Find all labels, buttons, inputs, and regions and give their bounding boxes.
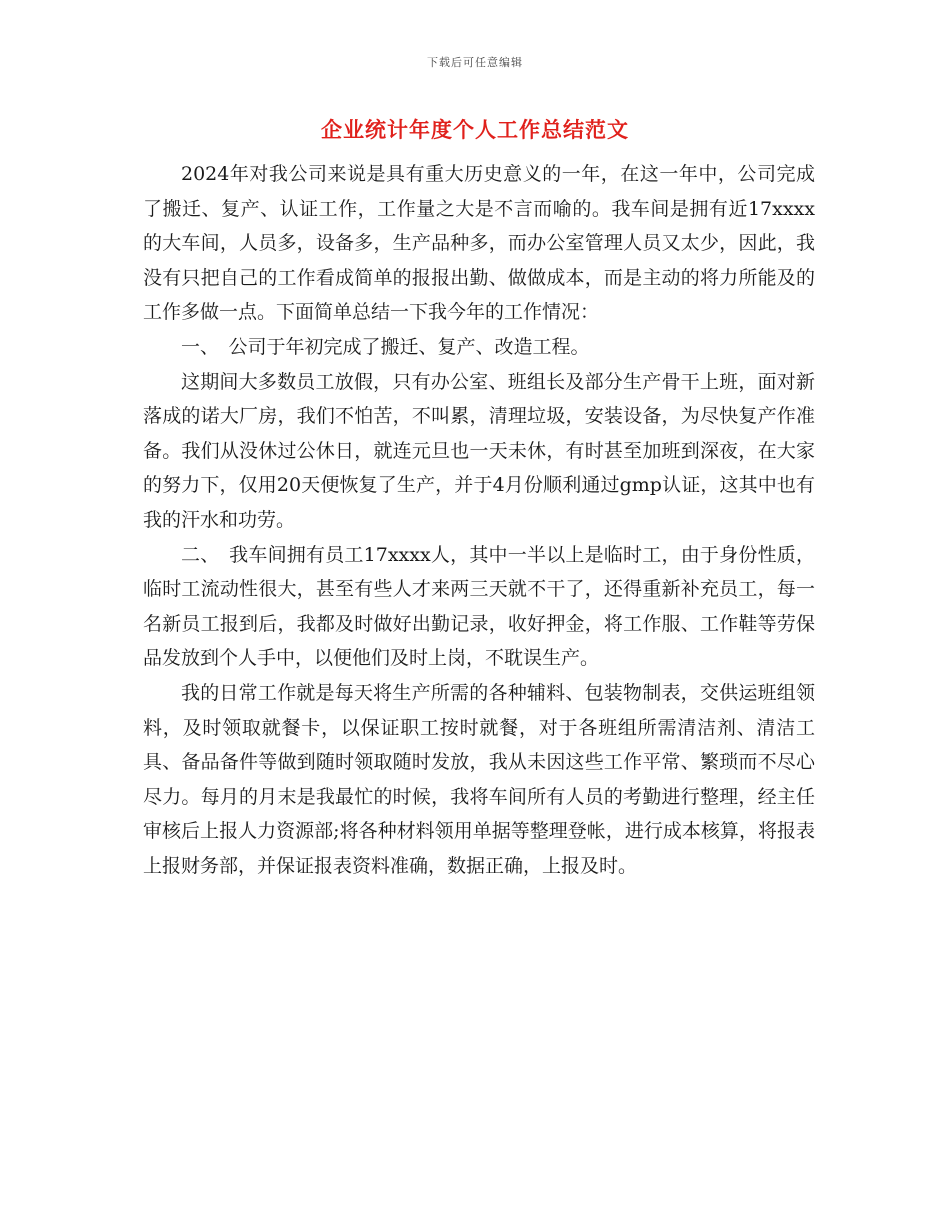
paragraph-intro: 2024年对我公司来说是具有重大历史意义的一年，在这一年中，公司完成了搬迁、复产、认证工作，工作量之大是不言而喻的。我车间是拥有近17xxxx的大车间，人员多，设备多，生产品种多，而办公室管理人员又太少，因此，我没有只把自己的工作看成简单的报报出勤、做做成本，而是主动的将力所能及的工作多做一点。下面简单总结一下我今年的工作情况： xyxy=(143,163,815,324)
paragraph-section-one-heading: 一、 公司于年初完成了搬迁、复产、改造工程。 xyxy=(181,335,590,358)
document-title: 企业统计年度个人工作总结范文 xyxy=(321,117,629,142)
paragraph-daily-work: 我的日常工作就是每天将生产所需的各种辅料、包装物制表，交供运班组领料，及时领取就餐卡，以保证职工按时就餐，对于各班组所需清洁剂、清洁工具、备品备件等做到随时领取随时发放，我从未因这些工作平常、繁琐而不尽心尽力。每月的月末是我最忙的时候，我将车间所有人员的考勤进行整理，经主任审核后上报人力资源部;将各种材料领用单据等整理登帐，进行成本核算，将报表上报财务部，并保证报表资料准确，数据正确，上报及时。 xyxy=(143,681,815,877)
header-note: 下载后可任意编辑 xyxy=(427,56,523,69)
document-body xyxy=(143,157,815,883)
paragraph-section-two: 二、 我车间拥有员工17xxxx人，其中一半以上是临时工，由于身份性质，临时工流动性很大，甚至有些人才来两三天就不干了，还得重新补充员工，每一名新员工报到后，我都及时做好出勤记录，收好押金，将工作服、工作鞋等劳保品发放到个人手中，以便他们及时上岗，不耽误生产。 xyxy=(143,543,815,670)
paragraph-section-one-body: 这期间大多数员工放假，只有办公室、班组长及部分生产骨干上班，面对新落成的诺大厂房，我们不怕苦，不叫累，清理垃圾，安装设备，为尽快复产作准备。我们从没休过公休日，就连元旦也一天未休，有时甚至加班到深夜，在大家的努力下，仅用20天便恢复了生产，并于4月份顺利通过gmp认证，这其中也有我的汗水和功劳。 xyxy=(143,370,815,531)
